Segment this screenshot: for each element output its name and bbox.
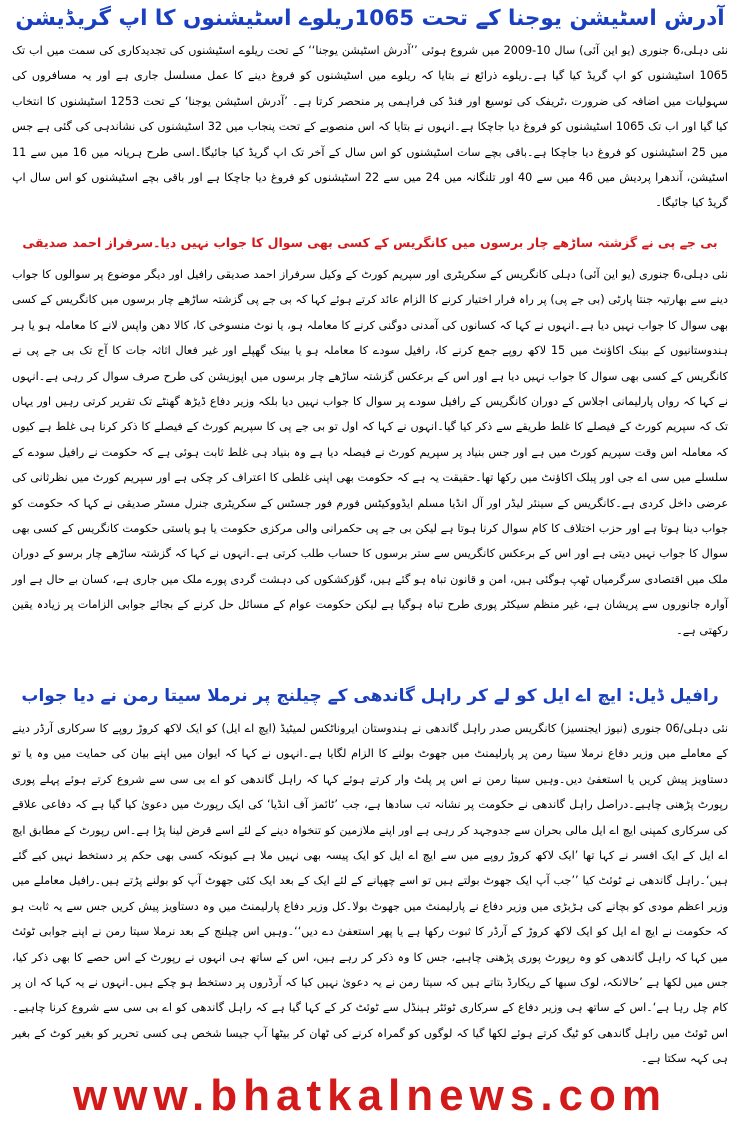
article-body: نئی دہلی،6 جنوری (یو این آئی) دہلی کانگریس کے سکریٹری اور سپریم کورٹ کے وکیل سرفراز احمد صدیقی رافیل اور دیگر موضوع پر سوالوں کا جواب دینے سے بھارتیہ جنتا پارٹی (بی جے پی) پر راہ فرار اختیار کرنے کا الزام عائد کرتے ہوئے کہا کہ بی جے پی گزشتہ ساڑھے چار برسوں میں کانگریس کے کسی بھی سوال کا جواب نہیں دیا ہے۔انہوں نے کہا کہ کسانوں کی آمدنی دوگنی کرنے کا معاملہ ہو، یا نوٹ منسوخی کا، کالا دھن واپس لانے کا معاملہ ہو یا ہر ہندوستانیوں کے بینک اکاؤنٹ میں 15 لاکھ روپے جمع کرنے کا، رافیل سودے کا معاملہ ہو یا بینک گھپلے اور غیر فعال اثاثہ جات کا آج تک بی جے پی نے کانگریس کے کسی بھی سوال کا جواب نہیں دیا ہے اور اس کے برعکس گزشتہ ساڑھے چار برسوں میں اپوزیشن کی طرح صرف سوال کر رہی ہے۔انہوں نے کہا کہ رواں پارلیمانی اجلاس کے دوران کانگریس کے رافیل سودے پر سوال کا جواب نہیں دیا بلکہ وزیر دفاع ڈیڑھ گھنٹے تک تقریر کرتی رہیں اور یہاں تک کہ سپریم کورٹ کے فیصلے کا غلط طریقے سے ذکر کیا گیا۔انہوں نے کہا کہ اول تو بی جے پی کا سپریم کورٹ کے فیصلے کا ذکر کرنا ہی غلط ہے کیوں کہ معاملہ اس وقت سپریم کورٹ میں ہے اور جس بنیاد پر سپریم کورٹ نے فیصلہ دیا ہے وہ بنیاد ہی غلط ثابت ہوئی ہے کہ حکومت نے رافیل سودے کے سلسلے میں سی اے جی اور پبلک اکاؤنٹ میں رکھا تھا۔حقیقت یہ ہے کہ حکومت بھی اپنی غلطی کا اعتراف کر چکی ہے اور سپریم کورٹ میں نظرثانی کی عرضی داخل کردی ہے۔کانگریس کے سینئر لیڈر اور آل انڈیا مسلم ایڈووکیٹس فورم فور جسٹس کے سکریٹری جنرل مسٹر صدیقی نے کہا کہ حکومت کو جواب دینا ہوتا ہے اور حزب اختلاف کا کام سوال کرنا ہوتا ہے لیکن بی جے پی حکمرانی والی مرکزی حکومت یا ہو یاستی حکومت کانگریس کے کسی بھی سوال کا جواب نہیں دیتی ہے اور اس کے برعکس کانگریس سے ستر برسوں کا حساب طلب کرتی ہے۔انہوں نے کہا کہ گزشتہ ساڑھے چار برسو کے دوران ملک میں اقتصادی سرگرمیاں ٹھپ ہوگئی ہیں، امن و قانون تباہ ہو گئے ہیں، گؤرکشکوں کی دہشت گردی پورے ملک میں جاری ہے، کسان بے حال ہے اور آوارہ جانوروں سے پریشان ہے، غیر منظم سیکٹر پوری طرح تباہ ہوگیا ہے لیکن حکومت عوام کے مسائل حل کرنے کے بجائے جوابی الزامات پر زیادہ یقین رکھتی ہے۔	[12, 268, 728, 637]
article-adarsh-station	[12, 0, 728, 222]
article-bjp-congress	[12, 224, 728, 656]
article-body: نئی دہلی/06 جنوری (نیوز ایجنسیز) کانگریس صدر راہل گاندھی نے ہندوستان ایروناٹکس لمیٹیڈ (ایچ اے ایل) کو ایک لاکھ کروڑ روپے کا سرکاری آرڈر دینے کے معاملے میں وزیر دفاع نرملا سیتا رمن پر پارلیمنٹ میں جھوٹ بولنے کا الزام لگایا ہے۔انہوں نے کہا کہ ایوان میں اپنے بیان کی حمایت میں وہ یا تو دستاویز پیش کریں یا استعفیٰ دیں۔وہیں سیتا رمن نے اس پر پلٹ وار کرتے ہوئے کہا کہ راہل گاندھی کو اے بی سی سے شروع کرتے ہوئے پہلے پوری رپورٹ پڑھنی چاہیے۔دراصل راہل گاندھی نے حکومت پر نشانہ تب سادھا ہے، جب ’ٹائمز آف انڈیا‘ کی ایک رپورٹ میں دعویٰ کیا گیا ہے کہ دفاعی علاقے کی سرکاری کمپنی ایچ اے ایل مالی بحران سے جدوجہد کر رہی ہے اور اپنے ملازمین کو تنخواہ دینے کے لئے اسے قرض لینا پڑا ہے۔اس رپورٹ کے مطابق ایچ اے ایل کے ایک افسر نے کہا تھا ’ایک لاکھ کروڑ روپے میں سے ایچ اے ایل کو ایک پیسہ بھی نہیں ملا ہے کیونکہ کسی بھی حکم پر دستخط نہیں کیے گئے ہیں‘۔راہل گاندھی نے ٹوئٹ کیا ’’جب آپ ایک جھوٹ بولتے ہیں تو اسے چھپانے کے لئے ایک کے بعد ایک کئی جھوٹ آپ کو بولنے پڑتے ہیں۔رافیل معاملے میں وزیر اعظم مودی کو بچانے کی ہڑبڑی میں وزیر دفاع نے پارلیمنٹ میں جھوٹ بولا۔کل وزیر دفاع پارلیمنٹ میں وہ دستاویز پیش کریں جس سے یہ ثابت ہو کہ حکومت نے ایچ اے ایل کو ایک لاکھ کروڑ کے آرڈر کا ثبوت رکھا ہے یا پھر استعفیٰ دے دیں‘‘۔وہیں اس چیلنج کے بعد نرملا سیتا رمن نے اپنے جوابی ٹوئٹ میں کہا کہ راہل گاندھی کو وہ رپورٹ پوری پڑھنی چاہیے، جس کا وہ ذکر کر رہے ہیں، اس کے ساتھ ہی انہوں نے رپورٹ کے اس حصے کا بھی ذکر کیا، جس میں لکھا ہے ’حالانکہ، لوک سبھا کے ریکارڈ بتاتے ہیں کہ سیتا رمن نے یہ دعویٰ نہیں کیا کہ آرڈروں پر دستخط ہو چکے ہیں۔انہوں نے یہ کہا کہ ان پر کام چل رہا ہے‘۔اس کے ساتھ ہی وزیر دفاع کے سرکاری ٹوئٹر ہینڈل سے ٹوئٹ کر کے کہا گیا ہے کہ راہل گاندھی کو اے بی سی سے شروع کرنا چاہیے۔اس ٹوئٹ میں راہل گاندھی کو ٹیگ کرتے ہوئے لکھا گیا کہ لوگوں کو گمراہ کرنے کی ٹھان کر بیٹھا آپ جیسا شخص ہی کسی تحریر کو بغیر کوٹ کے بغیر ہی کہہ سکتا ہے۔	[12, 722, 728, 1066]
site-footer-url[interactable]: www.bhatkalnews.com	[72, 1071, 668, 1120]
article-rafale-deal	[12, 676, 728, 1076]
article-headline: بی جے پی نے گزشتہ ساڑھے چار برسوں میں کانگریس کے کسی بھی سوال کا جواب نہیں دیا۔سرفراز احمد صدیقی	[22, 235, 718, 250]
article-headline: آدرش اسٹیشن یوجنا کے تحت 1065ریلوے اسٹیشنوں کا اپ گریڈیشن	[15, 6, 725, 31]
article-body: نئی دہلی،6 جنوری (یو این آئی) سال 10-2009 میں شروع ہوئی ’’آدرش اسٹیشن یوجنا‘‘ کے تحت ریلوے اسٹیشنوں کی تجدیدکاری کی سمت میں اب تک 1065 اسٹیشنوں کو اپ گریڈ کیا گیا ہے۔ریلوے ذرائع نے بتایا کہ ریلوے میں اسٹیشنوں کو فروغ دینے کا عمل مسلسل جاری ہے اور یہ مسافروں کی سہولیات میں اضافہ کی ضرورت ،ٹریفک کی توسیع اور فنڈ کی فراہمی پر منحصر کرتا ہے۔ ’آدرش اسٹیشن یوجنا‘ کے تحت 1253 اسٹیشنوں کا انتخاب کیا گیا اور اب تک 1065 اسٹیشنوں کو فروغ دیا جاچکا ہے۔انہوں نے بتایا کہ اس منصوبے کے تحت پنجاب میں 32 اسٹیشنوں کی نشاندہی کی گئی ہے جس میں 25 اسٹیشنوں کو فروغ دیا جاچکا ہے۔باقی بچے سات اسٹیشنوں کو اس سال کے آخر تک اپ گریڈ کیا جائیگا۔اسی طرح ہریانہ میں 16 میں سے 11 اسٹیشن، آندھرا پردیش میں 46 میں سے 40 اور تلنگانہ میں 24 میں سے 22 اسٹیشنوں کو فروغ دیا جاچکا ہے اور باقی بچے اسٹیشنوں کو اس سال اپ گریڈ کیا جائیگا۔	[12, 44, 729, 210]
article-headline: رافیل ڈیل: ایچ اے ایل کو لے کر راہل گاندھی کے چیلنج پر نرملا سیتا رمن نے دیا جواب	[21, 686, 719, 706]
